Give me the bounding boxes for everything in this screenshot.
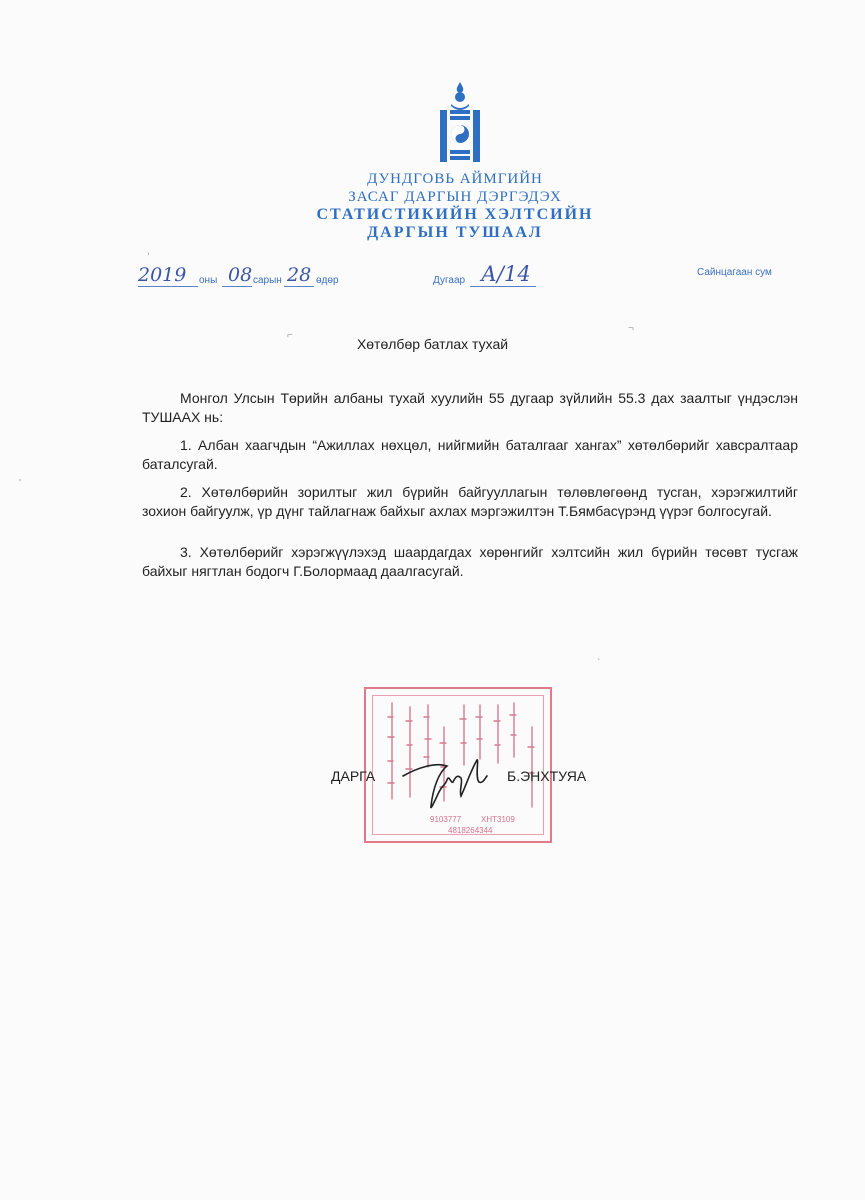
ink-dot: `	[597, 658, 601, 669]
header-line-1: ДУНДГОВЬ АЙМГИЙН	[367, 171, 543, 187]
month-label: сарын	[253, 275, 282, 286]
document-title: Хөтөлбөр батлах тухай	[356, 336, 509, 352]
stamp-code-2: ХНТ3109	[481, 815, 515, 824]
day-label: өдөр	[316, 275, 339, 286]
order-item-1: 1. Албан хаагчдын “Ажиллах нөхцөл, нийгмийн баталгааг хангах” хөтөлбөрийг хавсралтаар баталсугай.	[142, 437, 798, 472]
document-header	[290, 170, 620, 242]
date-year: 2019	[138, 264, 187, 286]
signatory-name: Б.ЭНХТУЯА	[507, 768, 587, 784]
order-item-2: 2. Хөтөлбөрийн зорилтыг жил бүрийн байгууллагын төлөвлөгөөнд тусган, хэрэгжилтийг зохион байгуулж, үр дүнг тайлагнаж байхыг ахлах мэргэжилтэн Т.Бямбасүрэнд үүрэг болгосугай.	[142, 484, 798, 519]
handwritten-signature-icon	[395, 748, 490, 818]
date-line	[0, 262, 865, 292]
header-line-3: СТАТИСТИКИЙН ХЭЛТСИЙН	[316, 206, 594, 223]
corner-mark-right: ⌐	[628, 323, 634, 334]
stamp-code-3: 4818264344	[448, 826, 493, 835]
corner-mark-left: ⌐	[287, 330, 293, 341]
date-month: 08	[228, 264, 253, 286]
year-label: оны	[199, 275, 218, 286]
header-line-2: ЗАСАГ ДАРГЫН ДЭРГЭДЭХ	[348, 189, 562, 205]
document-body	[142, 389, 798, 590]
header-line-4: ДАРГЫН ТУШААЛ	[367, 224, 543, 241]
ink-speck-side: '	[19, 478, 21, 489]
document-number: А/14	[481, 262, 531, 286]
signatory-position: ДАРГА	[331, 768, 376, 784]
place-name: Сайнцагаан сум	[697, 267, 772, 278]
date-day: 28	[287, 264, 312, 286]
number-label: Дугаар	[433, 275, 466, 286]
intro-paragraph: Монгол Улсын Төрийн албаны тухай хуулийн 55 дугаар зүйлийн 55.3 дах заалтыг үндэслэн ТУШААХ нь:	[142, 390, 798, 425]
ink-speck: ,	[147, 246, 150, 257]
soyombo-emblem-icon	[437, 82, 483, 164]
order-item-3: 3. Хөтөлбөрийг хэрэгжүүлэхэд шаардагдах хөрөнгийг хэлтсийн жил бүрийн төсөвт тусгаж байхыг нягтлан бодогч Г.Болормаад даалгасугай.	[142, 544, 798, 579]
stamp-code-1: 9103777	[430, 815, 462, 824]
